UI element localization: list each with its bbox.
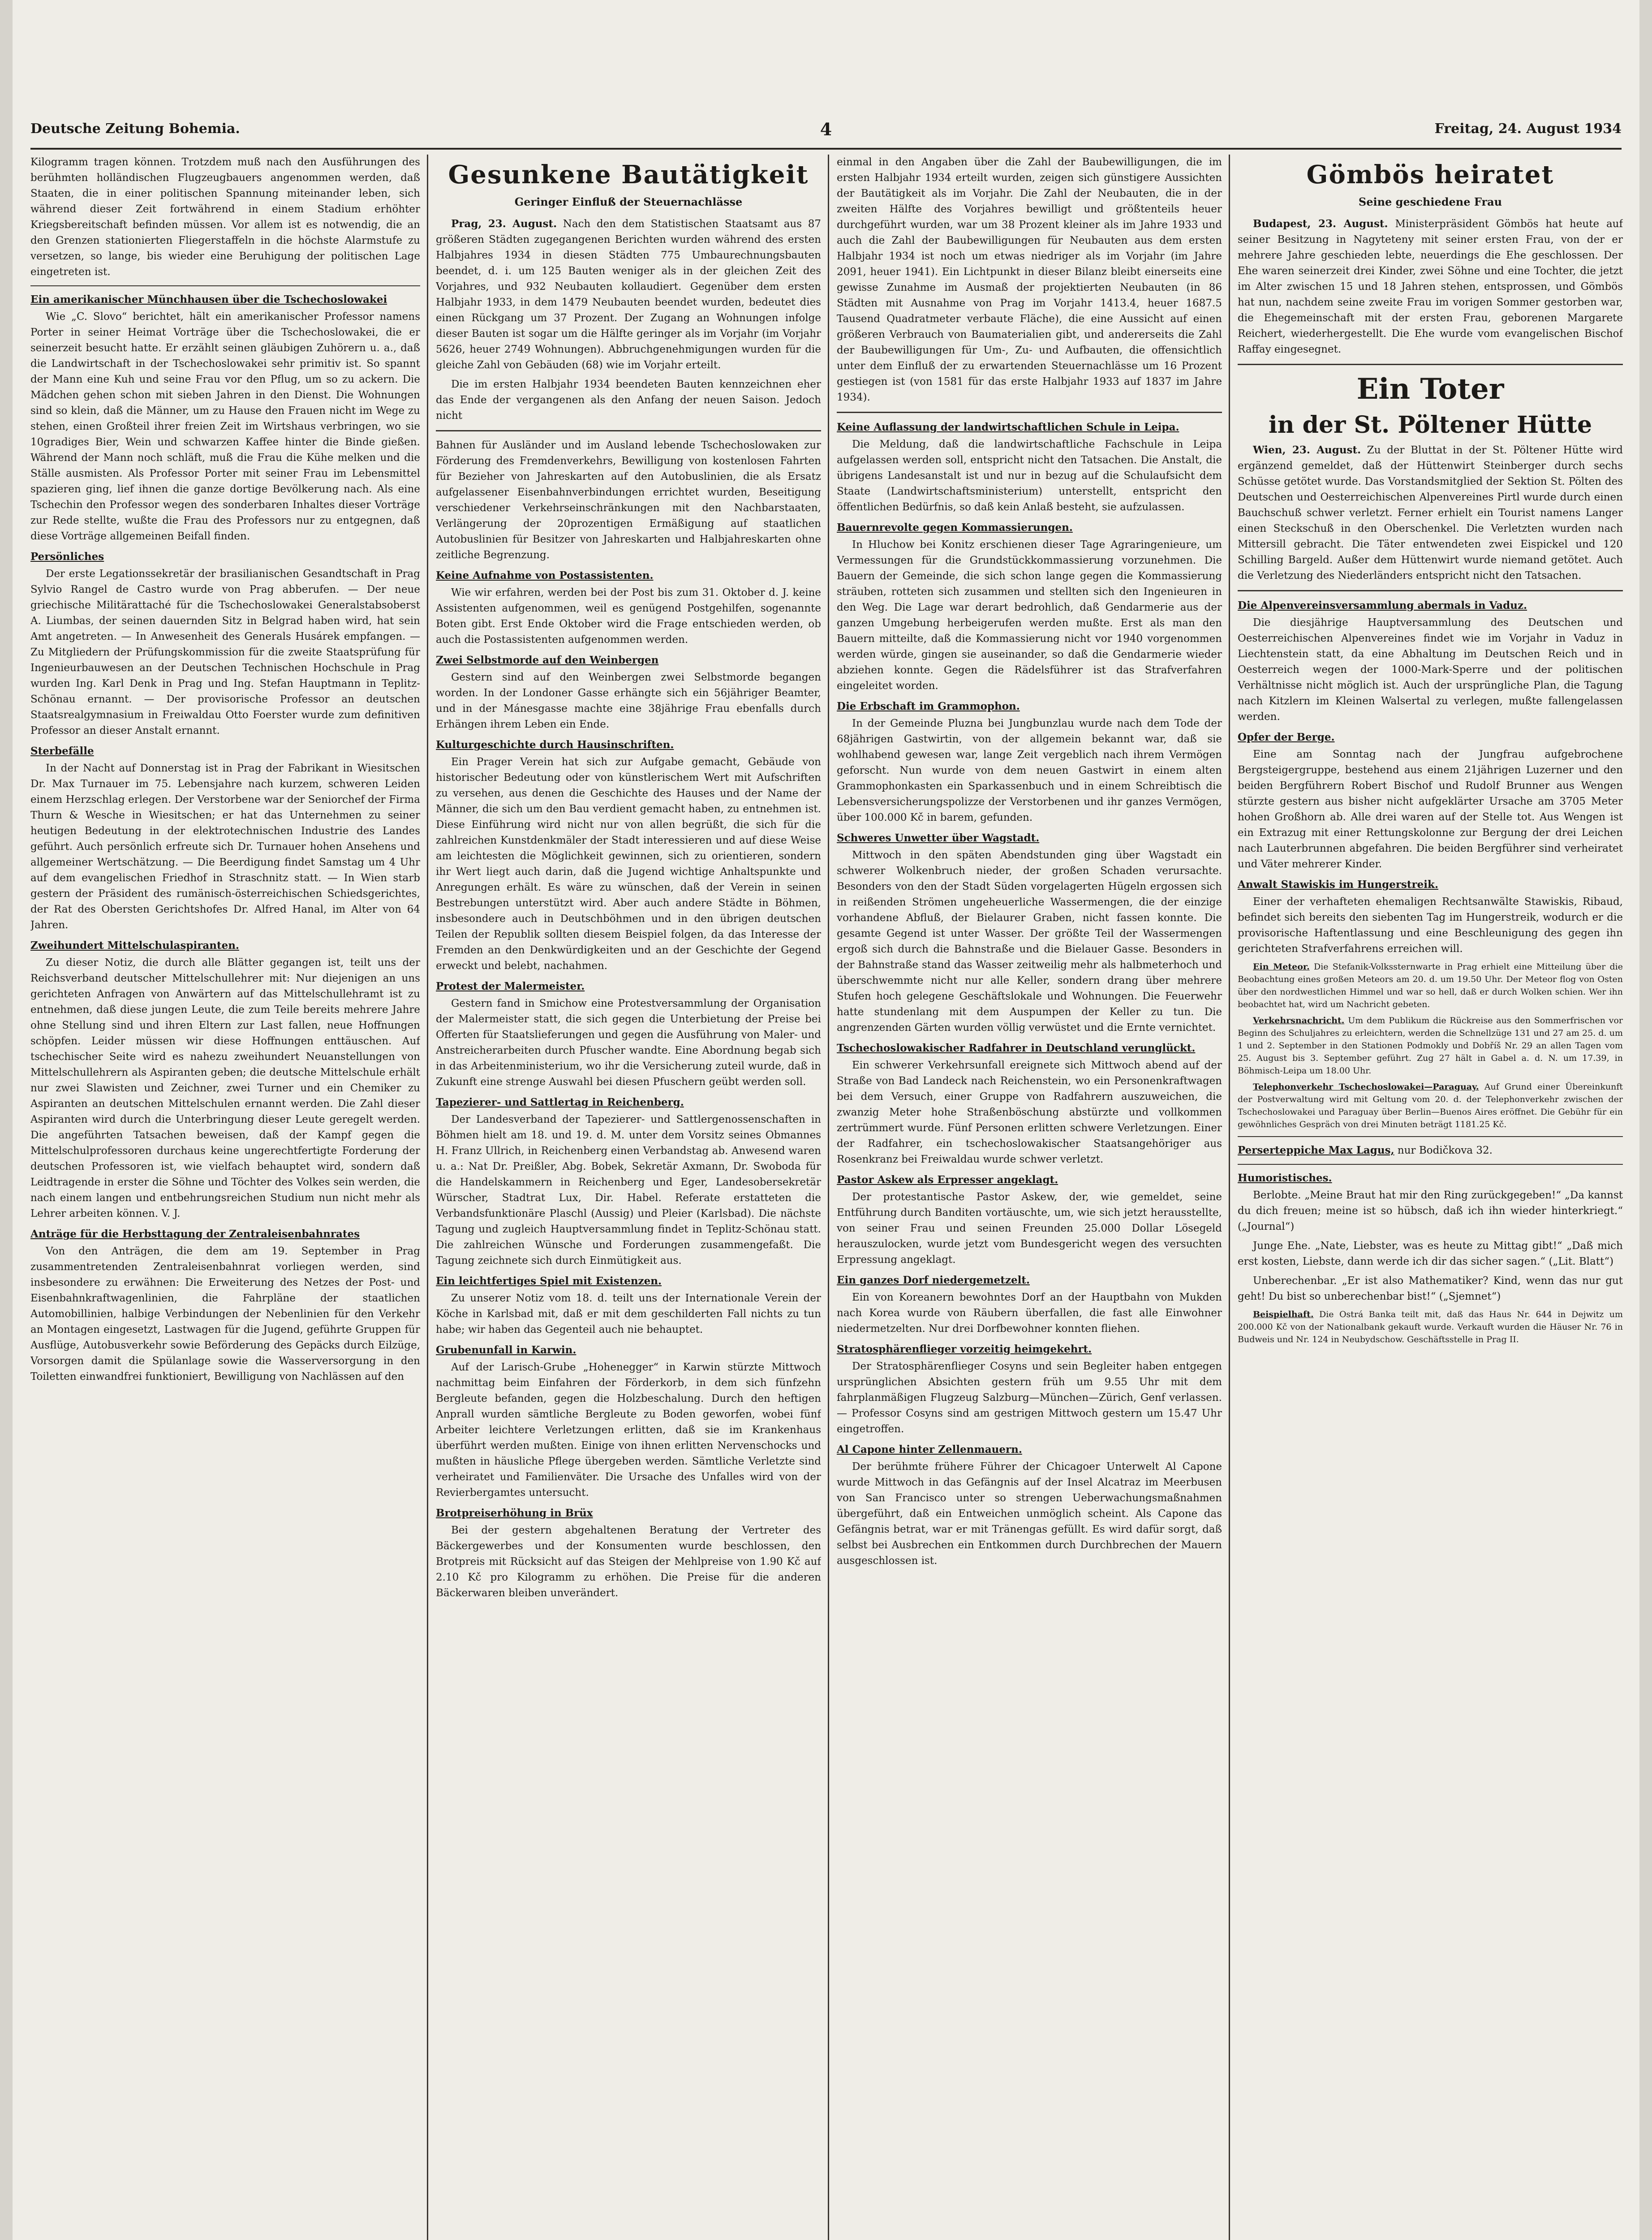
article-title: Bauernrevolte gegen Kommassierungen. [837,521,1073,534]
article-body: Die im ersten Halbjahr 1934 beendeten Bauten kennzeichnen eher das Ende der vergangenen als den Anfang der neuen Saison. Jedoch nicht [436,379,821,422]
dateline: Budapest, 23. August. [1253,218,1388,230]
article-title: Stratosphärenflieger vorzeitig heimgekehrt. [837,1343,1092,1355]
advert-title: Perserteppiche Max Lagus, [1238,1144,1394,1156]
divider [30,285,420,286]
article-body: Die Meldung, daß die landwirtschaftliche Fachschule in Leipa aufgelassen werden soll, entspricht nicht den Tatsachen. Die Anstalt, die übrigens Landesanstalt ist und nur in bezug auf die Schulaufsicht dem Staate (Landwirtschaftsministerium) unterstellt, entspricht den öffentlichen Bedürfnis, so daß kein Anlaß besteht, sie aufzulassen. [837,439,1222,513]
advert-body: nur Bodičkova 32. [1397,1145,1493,1156]
article-title: Telephonverkehr Tschechoslowakei—Paraguay. [1253,1082,1479,1092]
article-body: Die Ostrá Banka teilt mit, daß das Haus Nr. 644 in Dejwitz um 200.000 Kč von der Nationalbank gekauft wurde. Verkauft wurden die Häuser Nr. 76 in Budweis und Nr. 124 in Neubydschow. Geschäftsstelle in Prag II. [1238,1310,1623,1344]
article-body: In Hluchow bei Konitz erschienen dieser Tage Agraringenieure, um Vermessungen für die Grundstückkommassierung vorzunehmen. Die Bauern der Gemeinde, die sich schon lange gegen die Kommassierung sträuben, rotteten sich zusammen und stellten sich den Ingenieuren in den Weg. Die Lage war derart bedrohlich, daß Gendarmerie aus der ganzen Umgebung herbeigerufen werden mußte. Erst als man den Bauern mitteilte, daß die Kommassierung nicht vor 1940 vorgenommen werden würde, gingen sie auseinander, so daß die Gendarmerie wieder abziehen konnte. Gegen die Rädelsführer ist das Strafverfahren eingeleitet worden. [837,539,1222,692]
article-title: Pastor Askew als Erpresser angeklagt. [837,1174,1058,1186]
joke-text: Berlobte. „Meine Braut hat mir den Ring zurückgegeben!“ „Da kannst du dich freuen; meine ist so hübsch, daß ich ihn wieder hinterkriegt.“ („Journal“) [1238,1189,1623,1232]
article-continuation: einmal in den Angaben über die Zahl der Baubewilligungen, die im ersten Halbjahr 1934 erteilt wurden, zeigen sich günstigere Aussichten der Bautätigkeit als im Vorjahr. Die Zahl der Neubauten, die in der zweiten Hälfte des Vorjahres bewilligt und größtenteils heuer durchgeführt wurden, war um 38 Prozent kleiner als im Jahre 1933 und auch die Zahl der Baubewilligungen für Neubauten aus dem ersten Halbjahr 1934 ist noch um etwas niedriger als im Vorjahr (im Jahre 2091, heuer 1941). Ein Lichtpunkt in dieser Bilanz bleibt einerseits eine gewisse Zunahme im Ausmaß der projektierten Neubauten (in 86 Städten mit Ausnahme von Prag im Vorjahr 1413.4, heuer 1687.5 Tausend Quadratmeter verbaute Fläche), die eine Aussicht auf einen größeren Verbrauch von Baumaterialien gibt, und andererseits die Zahl der Baubewilligungen für Um-, Zu- und Aufbauten, die offensichtlich unter dem Einfluß der zu erwartenden Steuernachlässe um 16 Prozent gestiegen ist (von 1581 für das erste Halbjahr 1933 auf 1837 im Jahre 1934). [837,156,1222,403]
article-body: Ministerpräsident Gömbös hat heute auf seiner Besitzung in Nagyteteny mit seiner ersten Frau, von der er mehrere Jahre geschieden lebte, neuerdings die Ehe geschlossen. Der Ehe waren seinerzeit drei Kinder, zwei Söhne und eine Tochter, die jetzt im Alter zwischen 15 und 18 Jahren stehen, entsprossen, und Gömbös hat nun, nachdem seine zweite Frau im vorigen Sommer gestorben war, die Ehegemeinschaft mit der ersten Frau, geborenen Margarete Reichert, wiederhergestellt. Die Ehe wurde vom evangelischen Bischof Raffay eingesegnet. [1238,218,1623,355]
article-body: Der protestantische Pastor Askew, der, wie gemeldet, seine Entführung durch Banditen vortäuschte, um, wie sich jetzt herausstellte, von seiner Frau und seinen Freunden 25.000 Dollar Lösegeld herauszulocken, wurde jetzt vom Bundesgericht wegen des versuchten Erpressung angeklagt. [837,1191,1222,1266]
article-body: Auf Grund einer Übereinkunft der Postverwaltung wird mit Geltung vom 20. d. der Telephonverkehr zwischen der Tschechoslowakei und Paraguay über Berlin—Buenos Aires eröffnet. Die Gebühr für ein gewöhnliches Gespräch von drei Minuten beträgt 1181.25 Kč. [1238,1082,1623,1129]
article-title: Kulturgeschichte durch Hausinschriften. [436,739,674,751]
article-title: Anwalt Stawiskis im Hungerstreik. [1238,879,1438,891]
headline: Ein Toter [1356,372,1504,406]
article-body: Zu dieser Notiz, die durch alle Blätter gegangen ist, teilt uns der Reichsverband deutscher Mittelschullehrer mit: Nur diejenigen an uns gerichteten Anfragen von Anwärtern auf das Mittelschullehramt ist zu entnehmen, daß diese jungen Leute, die zum Teile bereits mehrere Jahre ohne Stellung sind und ihren Eltern zur Last fallen, neue Hoffnungen schöpfen. Leider müssen wir diese Hoffnungen enttäuschen. Auf tschechischer Seite wird es nahezu zweihundert Neuanstellungen von Mittelschullehrern als Aspiranten geben; die deutsche Mittelschule erhält nur zwei Slawisten und Zeichner, zwei Turner und ein Chemiker zu Aspiranten an deutschen Mittelschulen ernannt werden. Die Zahl dieser Aspiranten wird durch die Unterbringung dieser Leute geregelt werden. Die angeführten Tatsachen beweisen, daß der Kampf gegen die Mittelschulprofessoren durchaus keine ungerechtfertigte Forderung der deutschen Professoren ist, wie vielfach behauptet wird, sondern daß Leidtragende in erster die Söhne und Töchter des Volkes sein werden, die nach einem langen und entbehrungsreichen Studium nun nicht mehr als Lehrer arbeiten können. V. J. [30,957,420,1219]
article-body: Ein schwerer Verkehrsunfall ereignete sich Mittwoch abend auf der Straße von Bad Landeck nach Reichenstein, wo ein Personenkraftwagen bei dem Versuch, einer Gruppe von Radfahrern auszuweichen, die zwanzig Meter hohe Straßenböschung abstürzte und vollkommen zertrümmert wurde. Fünf Personen erlitten schwere Verletzungen. Einer der Radfahrer, ein tschechoslowakischer Staatsangehöriger aus Rosenkranz bei Freiwaldau wurde schwer verletzt. [837,1060,1222,1165]
article-body: Auf der Larisch-Grube „Hohenegger“ in Karwin stürzte Mittwoch nachmittag beim Einfahren der Förderkorb, in dem sich fünfzehn Bergleute befanden, gegen die Holzbeschalung. Durch den heftigen Anprall wurden sämtliche Bergleute zu Boden geworfen, wobei fünf Arbeiter leichtere Verletzungen erlitten, daß sie im Krankenhaus überführt werden mußten. Einige von ihnen erlitten Nervenschocks und mußten in häusliche Pflege übergeben werden. Sämtliche Verletzte sind verheiratet und Familienväter. Die Ursache des Unfalles wird von der Revierbergamtes untersucht. [436,1361,821,1499]
page-number: 4 [820,119,832,139]
headline: in der St. Pöltener Hütte [1268,411,1592,439]
article-title: Sterbefälle [30,745,94,757]
article-body: Gestern sind auf den Weinbergen zwei Selbstmorde begangen worden. In der Londoner Gasse erhängte sich ein 56jähriger Beamter, und in der Mánesgasse machte eine 38jährige Frau ebenfalls durch Erhängen ihrem Leben ein Ende. [436,672,821,730]
article-title: Zweihundert Mittelschulaspiranten. [30,939,239,952]
article-body: Einer der verhafteten ehemaligen Rechtsanwälte Stawiskis, Ribaud, befindet sich bereits den siebenten Tag im Hungerstreik, wodurch er die provisorische Haftentlassung und eine Beschleunigung des gegen ihn gerichteten Strafverfahrens erreichen will. [1238,896,1623,955]
article-body: Der erste Legationssekretär der brasilianischen Gesandtschaft in Prag Sylvio Rangel de Castro wurde von Prag abberufen. — Der neue griechische Militärattaché für die Tschechoslowakei Generalstabsoberst A. Liumbas, der seinen dauernden Sitz in Belgrad haben wird, hat sein Amt angetreten. — In Anwesenheit des Generals Husárek empfangen. — Zu Mitgliedern der Prüfungskommission für die zweite Staatsprüfung für Ingenieurbauwesen an der Deutschen Technischen Hochschule in Prag wurden Ing. Karl Denk in Prag und Ing. Stefan Hauptmann in Teplitz-Schönau ernannt. — Der provisorische Professor an deutschen Staatsrealgymnasium in Freiwaldau Otto Foerster wurde zum definitiven Professor an dieser Anstalt ernannt. [30,568,420,737]
article-title: Die Alpenvereinsversammlung abermals in Vaduz. [1238,599,1527,612]
article-body: Ein Prager Verein hat sich zur Aufgabe gemacht, Gebäude von historischer Bedeutung oder von künstlerischem Wert mit Aufschriften zu versehen, aus denen die Geschichte des Hauses und der Name der Männer, die sich um den Bau verdient gemacht haben, zu entnehmen ist. Diese Einführung wird nicht nur von allen begrüßt, die sich für die zahlreichen Kunstdenkmäler der Stadt interessieren und auf diese Weise am leichtesten die Möglichkeit gewinnen, sich zu orientieren, sondern ihr Wert liegt auch darin, daß die Jugend wichtige Anhaltspunkte und Anregungen erhält. Es wäre zu wünschen, daß der Verein in seinen Bestrebungen unterstützt wird. Aber auch andere Städte in Böhmen, insbesondere auch in Deutschböhmen und in den übrigen deutschen Teilen der Republik sollten diesem Beispiel folgen, da das Interesse der Fremden an den Denkwürdigkeiten und an der Geschichte der Gegend erweckt und belebt, nachahmen. [436,756,821,972]
article-title: Ein ganzes Dorf niedergemetzelt. [837,1274,1030,1286]
article-continuation: Bahnen für Ausländer und im Ausland lebende Tschechoslowaken zur Förderung des Fremdenverkehrs, Bewilligung von kostenlosen Fahrten für Bezieher von Jahreskarten auf den Autobuslinien, die als Ersatz aufgelassener Eisenbahnverbindungen errichtet wurden, Beseitigung verschiedener Verkehrseinschränkungen mit den Nachbarstaaten, Verlängerung der 20prozentigen Ermäßigung auf staatlichen Autobuslinien für Besitzer von Jahreskarten und Halbjahreskarten ohne zeitliche Begrenzung. [436,439,821,561]
article-body: Von den Anträgen, die dem am 19. September in Prag zusammentretenden Zentraleisenbahnrat vorliegen werden, sind insbesondere zu erwähnen: Die Erweiterung des Netzes der Post- und Eisenbahnkraftwagenlinien, die Fahrpläne der staatlichen Automobillinien, halbige Verbindungen der Nebenlinien für den Verkehr an Montagen eingesetzt, Lastwagen für die Jugend, geführte Gruppen für Ausflüge, Autobusverkehr sowie Beförderung des Gepäcks durch Eilzüge, Vorsorgen damit die Spülanlage sowie die Wasserversorgung in den Toiletten einwandfrei funktioniert, Bewilligung von Nachlässen auf den [30,1245,420,1383]
divider [1238,1136,1623,1137]
headline: Gesunkene Bautätigkeit [448,160,809,190]
article-body: Wie „C. Slovo“ berichtet, hält ein amerikanischer Professor namens Porter in seiner Heimat Vorträge über die Tschechoslowakei, die er seinerzeit besucht hatte. Er erzählt seinen gläubigen Zuhörern u. a., daß die Landwirtschaft in der Tschechoslowakei sehr primitiv ist. So spannt der Mann eine Kuh und seine Frau vor den Pflug, um so zu ackern. Die Mädchen gehen schon mit sieben Jahren in den Dienst. Die Wohnungen sind so klein, daß die Männer, um zu Hause den Frauen nicht im Wege zu stehen, einen Großteil ihrer freien Zeit im Wirtshaus verbringen, wo sie 10gradiges Bier, Wein und schwarzen Kaffee hinter die Binde gießen. Während der Mann noch schläft, muß die Frau die Kühe melken und die Ställe ausmisten. Als Professor Porter mit seiner Frau im Lebensmittel spazieren ging, lief ihnen die ganze dortige Bevölkerung nach. Als eine Tschechin den Professor wegen des sonderbaren Inhaltes dieser Vorträge zur Rede stellte, wußte die Frau des Professors nur zu entgegnen, daß diese Vorträge allgemeinen Beifall finden. [30,311,420,542]
joke-text: Unberechenbar. „Er ist also Mathematiker? Kind, wenn das nur gut geht! Du bist so unberechenbar bist!“ („Sjemnet“) [1238,1275,1623,1302]
article-title: Zwei Selbstmorde auf den Weinbergen [436,654,659,666]
article-title: Anträge für die Herbsttagung der Zentraleisenbahnrates [30,1228,360,1240]
issue-date: Freitag, 24. August 1934 [1434,121,1622,137]
subheadline: Geringer Einfluß der Steuernachlässe [514,195,743,208]
article-body: Die diesjährige Hauptversammlung des Deutschen und Oesterreichischen Alpenvereines findet wie im Vorjahr in Vaduz in Liechtenstein statt, da eine Abhaltung im Deutschen Reich und in Oesterreich wegen der 1000-Mark-Sperre und der politischen Verhältnisse nicht möglich ist. Auch der ursprüngliche Plan, die Tagung nach Kitzlern im Kleinen Walsertal zu verlegen, mußte fallengelassen werden. [1238,617,1623,723]
article-body: Nach den dem Statistischen Staatsamt aus 87 größeren Städten zugegangenen Berichten wurden während des ersten Halbjahres 1934 in diesen Städten 775 Umbaurechnungsbauten beendet, d. i. um 125 Bauten weniger als in der gleichen Zeit des Vorjahres, und 932 Neubauten kollaudiert. Gegenüber dem ersten Halbjahr 1933, in dem 1479 Neubauten beendet wurden, bedeutet dies einen Rückgang um 37 Prozent. Der Zugang an Wohnungen infolge dieser Bauten ist sogar um die Hälfte geringer als im Vorjahr (im Vorjahr 5626, heuer 2749 Wohnungen). Abbruchgenehmigungen wurden für die gleiche Zahl von Gebäuden (68) wie im Vorjahr erteilt. [436,218,821,371]
article-title: Keine Aufnahme von Postassistenten. [436,569,654,582]
article-title: Ein Meteor. [1253,962,1310,972]
column-rule [427,155,428,2240]
article-title: Al Capone hinter Zellenmauern. [837,1443,1022,1456]
article-title: Keine Auflassung der landwirtschaftlichen Schule in Leipa. [837,421,1179,433]
article-body: Der Landesverband der Tapezierer- und Sattlergenossenschaften in Böhmen hielt am 18. und 19. d. M. unter dem Vorsitz seines Obmannes H. Franz Ullrich, in Reichenberg einen Verbandstag ab. Anwesend waren u. a.: Nat Dr. Preißler, Abg. Bobek, Sekretär Axmann, Dr. Swoboda für die Handelskammern in Reichenberg und Eger, Landesobersekretär Würscher, Stadtrat Lux, Dir. Habel. Referate erstatteten die Verbandsfunktionäre Plaschl (Aussig) und Pleier (Karlsbad). Die nächste Tagung und zugleich Hauptversammlung findet in Teplitz-Schönau statt. Die zahlreichen Wünsche und Forderungen zusammengefaßt. Die Tagung zeichnete sich durch Einmütigkeit aus. [436,1114,821,1266]
article-title: Die Erbschaft im Grammophon. [837,700,1020,712]
dateline: Wien, 23. August. [1253,444,1361,456]
newspaper-page [13,0,1639,2240]
joke-text: Junge Ehe. „Nate, Liebster, was es heute zu Mittag gibt!“ „Daß mich erst kosten, Liebste, dann werde ich dir das sicher sagen.“ („Lit. Blatt“) [1238,1240,1623,1267]
article-body: Der berühmte frühere Führer der Chicagoer Unterwelt Al Capone wurde Mittwoch in das Gefängnis auf der Insel Alcatraz im Meerbusen von San Francisco unter so strengen Ueberwachungsmaßnahmen übergeführt, daß ein Entweichen unmöglich scheint. Als Capone das Gefängnis betrat, war er mit Tränengas gefüllt. Es wird dafür sorgt, daß selbst bei Ausbrechen ein Entkommen durch Durchbrechen der Mauern ausgeschlossen ist. [837,1461,1222,1567]
article-body: Wie wir erfahren, werden bei der Post bis zum 31. Oktober d. J. keine Assistenten aufgenommen, weil es genügend Postgehilfen, sogenannte Boten gibt. Erst Ende Oktober wird die Frage entschieden werden, ob auch die Postassistenten aufgenommen werden. [436,587,821,646]
article-body: Die Stefanik-Volkssternwarte in Prag erhielt eine Mitteilung über die Beobachtung eines großen Meteors am 20. d. um 19.50 Uhr. Der Meteor flog von Osten über den nordwestlichen Himmel und war so hell, daß er durch Wolken schien. Wer ihn beobachtet hat, wird um Nachricht gebeten. [1238,962,1623,1009]
divider [837,412,1222,413]
column-1 [30,155,420,2240]
column-rule [1229,155,1230,2240]
divider [436,430,821,431]
article-body: In der Nacht auf Donnerstag ist in Prag der Fabrikant in Wiesitschen Dr. Max Turnauer im 75. Lebensjahre nach kurzem, schweren Leiden einem Herzschlag erlegen. Der Verstorbene war der Seniorchef der Firma Thurn & Wesche in Wiesitschen; er hat das Unternehmen zu seiner heutigen Bedeutung in der elektrotechnischen Industrie des Landes geführt. Auch persönlich erfreute sich Dr. Turnauer hohen Ansehens und allgemeiner Wertschätzung. — Die Beerdigung findet Samstag um 4 Uhr auf dem evangelischen Friedhof in Straschnitz statt. — In Wien starb gestern der Präsident des rumänisch-österreichischen Schiedsgerichtes, der Rat des Obersten Gerichtshofes Dr. Alfred Hanal, im Alter von 64 Jahren. [30,762,420,931]
divider [1238,590,1623,591]
article-title: Grubenunfall in Karwin. [436,1344,576,1356]
subheadline: Seine geschiedene Frau [1358,195,1502,208]
article-continuation: Kilogramm tragen können. Trotzdem muß nach den Ausführungen des berühmten holländischen Flugzeugbauers angenommen werden, daß Staaten, die in einer politischen Spannung miteinander leben, sich während dieser Zeit fortwährend in einem Stadium erhöhter Kriegsbereitschaft befinden müssen. Vor allem ist es notwendig, die an den Grenzen stationierten Fliegerstaffeln in die höchste Alarmstufe zu versetzen, so lange, bis wieder eine Beruhigung der politischen Lage eingetreten ist. [30,156,420,278]
article-body: Ein von Koreanern bewohntes Dorf an der Hauptbahn von Mukden nach Korea wurde von Räubern überfallen, die fast alle Einwohner niedermetzelten. Nur drei Dorfbewohner konnten fliehen. [837,1292,1222,1335]
headline: Gömbös heiratet [1306,160,1554,190]
article-title: Persönliches [30,551,104,563]
masthead [30,121,1622,148]
article-title: Ein leichtfertiges Spiel mit Existenzen. [436,1275,662,1287]
article-title: Tapezierer- und Sattlertag in Reichenberg. [436,1096,684,1108]
article-title: Protest der Malermeister. [436,980,585,992]
article-title: Ein amerikanischer Münchhausen über die Tschechoslowakei [30,293,387,306]
article-title: Verkehrsnachricht. [1253,1016,1345,1025]
divider [1238,1164,1623,1165]
article-title: Opfer der Berge. [1238,731,1335,743]
article-body: Um dem Publikum die Rückreise aus den Sommerfrischen vor Beginn des Schuljahres zu erleichtern, werden die Schnellzüge 131 und 27 am 25. d. um 1 und 2. September in den Stationen Podmokly und Dobříš Nr. 29 an allen Tagen vom 25. August bis 3. September geführt. Zug 27 hält in Gabel a. d. N. um 17.39, in Böhmisch-Leipa um 18.00 Uhr. [1238,1016,1623,1076]
article-body: Gestern fand in Smichow eine Protestversammlung der Organisation der Malermeister statt, die sich gegen die Unterbietung der Preise bei Offerten für Staatslieferungen und gegen die Ausführung von Maler- und Anstreicherarbeiten durch Pfuscher wandte. Eine Abordnung begab sich in das Arbeitenministerium, wo ihr die Versicherung zuteil wurde, daß in Zukunft eine strenge Auswahl bei diesen Pfuschern geübt werden soll. [436,998,821,1088]
article-title: Tschechoslowakischer Radfahrer in Deutschland verunglückt. [837,1042,1196,1054]
article-body: Bei der gestern abgehaltenen Beratung der Vertreter des Bäckergewerbes und der Konsumenten wurde beschlossen, den Brotpreis mit Rücksicht auf das Steigen der Mehlpreise von 1.90 Kč auf 2.10 Kč pro Kilogramm zu erhöhen. Die Preise für die anderen Bäckerwaren bleiben unverändert. [436,1525,821,1599]
paper-name: Deutsche Zeitung Bohemia. [30,121,240,137]
article-title: Brotpreiserhöhung in Brüx [436,1507,593,1519]
article-title: Schweres Unwetter über Wagstadt. [837,832,1040,844]
column-2 [436,155,821,2240]
column-4 [1238,155,1623,2240]
article-body: Zu unserer Notiz vom 18. d. teilt uns der Internationale Verein der Köche in Karlsbad mit, daß er mit dem geschilderten Fall nichts zu tun habe; wir haben das Gegenteil auch nie behauptet. [436,1292,821,1335]
article-body: Der Stratosphärenflieger Cosyns und sein Begleiter haben entgegen ursprünglichen Absichten gestern früh um 9.55 Uhr mit dem fahrplanmäßigen Flugzeug Salzburg—München—Zürich, Genf verlassen. — Professor Cosyns sind am gestrigen Mittwoch gestern um 15.47 Uhr eingetroffen. [837,1361,1222,1435]
article-body: Eine am Sonntag nach der Jungfrau aufgebrochene Bergsteigergruppe, bestehend aus einem 21jährigen Luzerner und den beiden Bergführern Robert Bischof und Rudolf Brunner aus Wengen stürzte gestern aus bisher nicht aufgeklärter Ursache am 3705 Meter hohen Großhorn ab. Alle drei waren auf der Stelle tot. Aus Wengen ist ein Extrazug mit einer Rettungskolonne zur Bergung der drei Leichen nach Lauterbrunnen abgefahren. Die beiden Bergführer sind verheiratet und Väter mehrerer Kinder. [1238,749,1623,870]
masthead-rule [30,148,1622,150]
divider [1238,364,1623,365]
article-title: Humoristisches. [1238,1172,1332,1184]
column-3 [837,155,1222,2240]
article-body: In der Gemeinde Pluzna bei Jungbunzlau wurde nach dem Tode der 68jährigen Gastwirtin, von der allgemein bekannt war, daß sie wohlhabend gewesen war, lange Zeit vergeblich nach ihrem Vermögen geforscht. Nun wurde von dem neuen Gastwirt in einem alten Grammophonkasten ein Sparkassenbuch und in einem Schreibtisch die Lebensversicherungspolizze der Verstorbenen und ihr ganzes Vermögen, über 100.000 Kč in barem, gefunden. [837,718,1222,823]
dateline: Prag, 23. August. [451,218,557,230]
article-body: Mittwoch in den späten Abendstunden ging über Wagstadt ein schwerer Wolkenbruch nieder, der großen Schaden verursachte. Besonders von den der Stadt Süden vorgelagerten Hügeln ergossen sich in reißenden Strömen ungeheuerliche Wassermengen, die der einzige vorhandene Abfluß, der Bielaurer Graben, nicht fassen konnte. Die gesamte Gegend ist unter Wasser. Der größte Teil der Wassermengen ergoß sich durch die Bahnstraße und die Bielauer Gasse. Besonders in der Bahnstraße stand das Wasser zeitweilig mehr als halbmeterhoch und überschwemmte nicht nur alle Keller, sondern drang über mehrere Stufen hoch gelegene Geschäftslokale und Wohnungen. Die Feuerwehr hatte stundenlang mit dem Auspumpen der Keller zu tun. Die angrenzenden Gärten wurden völlig verwüstet und die Ernte vernichtet. [837,849,1222,1034]
article-title: Beispielhaft. [1253,1310,1314,1319]
article-body: Zu der Bluttat in der St. Pöltener Hütte wird ergänzend gemeldet, daß der Hüttenwirt Steinberger durch sechs Schüsse getötet wurde. Das Vorstandsmitglied der Sektion St. Pölten des Deutschen und Oesterreichischen Alpenvereines Pirtl wurde durch einen Bauchschuß schwer verletzt. Ferner erhielt ein Tourist namens Langer einen Steckschuß in den Oberschenkel. Die Verletzten wurden nach Mittersill gebracht. Die Täter entwendeten zwei Eispickel und 120 Schilling Bargeld. Außer dem Hüttenwirt wurde niemand getötet. Auch die Verletzung des Niederländers entspricht nicht den Tatsachen. [1238,444,1623,582]
column-rule [828,155,829,2240]
